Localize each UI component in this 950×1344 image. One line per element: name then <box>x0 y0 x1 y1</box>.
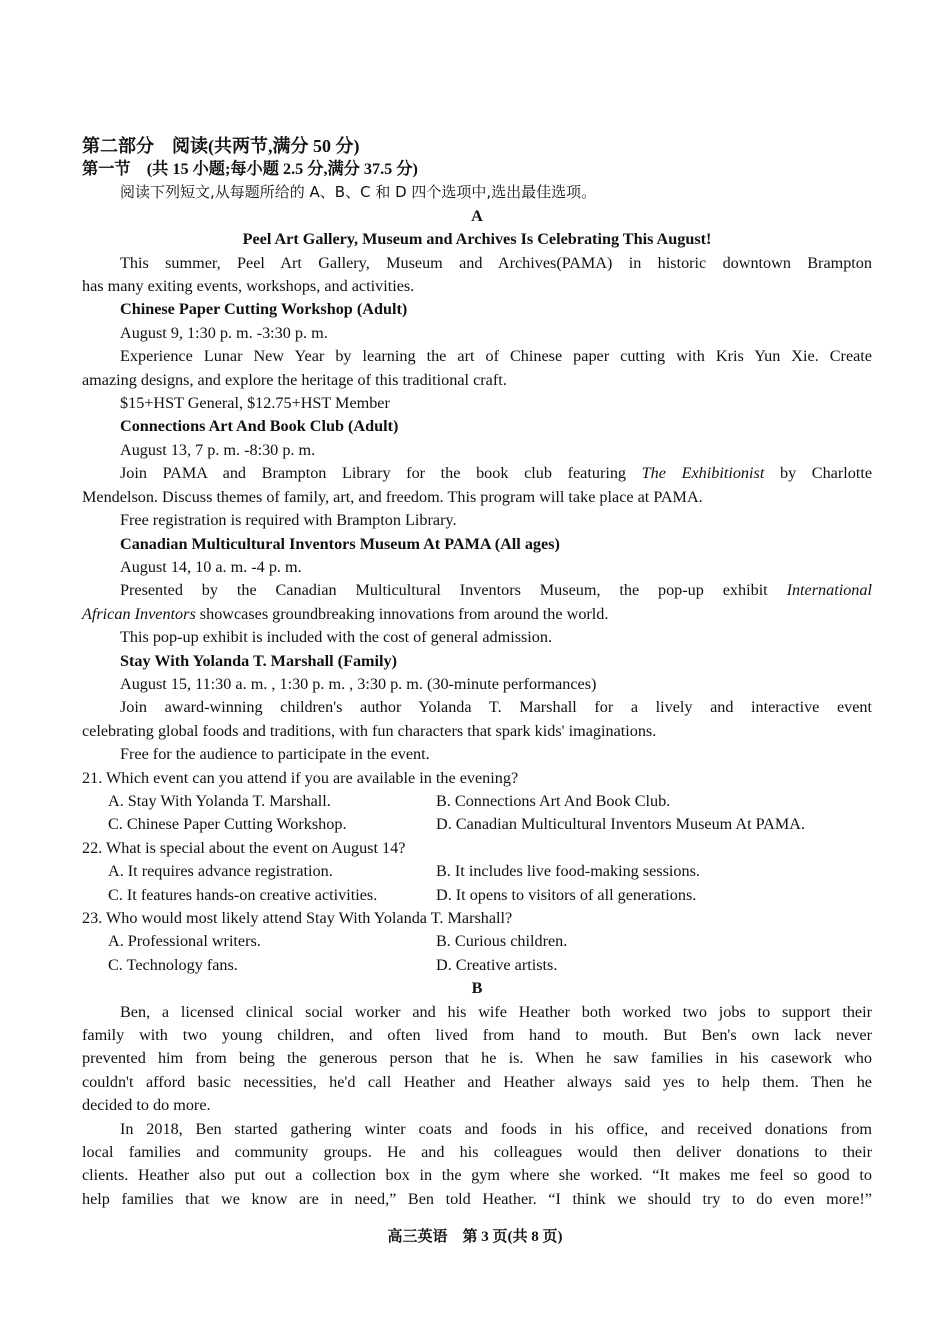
exhibit-title: International <box>786 581 872 600</box>
option-b: B. It includes live food-making sessions. <box>436 862 700 881</box>
question-stem: 23. Who would most likely attend Stay With Yolanda T. Marshall? <box>82 909 513 927</box>
passage-b-line: Ben, a licensed clinical social worker and his wife Heather both worked two jobs to support their <box>120 1002 872 1021</box>
passage-b-line: prevented him from being the generous person that he is. When he saw families in his casework who <box>82 1049 872 1068</box>
event-time: August 15, 11:30 a. m. , 1:30 p. m. , 3:30 p. m. (30-minute performances) <box>120 674 597 693</box>
passage-b-line: clients. Heather also put out a collection box in the gym where she worked. “It makes me feel so good to <box>82 1166 872 1185</box>
passage-b-line: help families that we know are in need,” Ben told Heather. “I think we should try to do even more!” <box>82 1189 872 1208</box>
passage-a-title: Peel Art Gallery, Museum and Archives Is Celebrating This August! <box>242 230 712 249</box>
passage-a-letter: A <box>471 206 483 225</box>
question-stem: 21. Which event can you attend if you are available in the evening? <box>82 768 519 787</box>
event-desc-line: amazing designs, and explore the heritage of this traditional craft. <box>82 370 507 389</box>
event-time: August 13, 7 p. m. -8:30 p. m. <box>120 440 316 459</box>
event-price: $15+HST General, $12.75+HST Member <box>120 394 390 413</box>
event-desc-line: celebrating global foods and traditions, with fun characters that spark kids' imaginations. <box>82 721 657 740</box>
event-desc-line: Join award-winning children's author Yolanda T. Marshall for a lively and interactive event <box>120 698 872 717</box>
passage-b-line: couldn't afford basic necessities, he'd call Heather and Heather always said yes to help them. Then he <box>82 1072 872 1091</box>
exam-page <box>82 134 872 1211</box>
option-a: A. It requires advance registration. <box>108 862 333 881</box>
event-desc-line: Join PAMA and Brampton Library for the book club featuring The Exhibitionist by Charlotte <box>120 464 873 483</box>
passage-b-line: decided to do more. <box>82 1096 211 1115</box>
event-note: Free registration is required with Brampton Library. <box>120 511 457 530</box>
passage-b-letter: B <box>471 979 483 998</box>
option-d: D. Canadian Multicultural Inventors Museum At PAMA. <box>436 815 805 834</box>
part-heading: 第二部分 阅读(共两节,满分 50 分) <box>82 136 360 156</box>
event-time: August 14, 10 a. m. -4 p. m. <box>120 557 302 576</box>
option-b: B. Curious children. <box>436 932 568 951</box>
page-footer: 高三英语 第 3 页(共 8 页) <box>387 1229 563 1245</box>
instruction: 阅读下列短文,从每题所给的 A、B、C 和 D 四个选项中,选出最佳选项。 <box>120 183 597 202</box>
event-desc-line: Mendelson. Discuss themes of family, art, and freedom. This program will take place at PAMA. <box>82 487 703 506</box>
event-desc-line: African Inventors showcases groundbreaking innovations from around the world. <box>82 604 609 623</box>
event-note: Free for the audience to participate in the event. <box>120 745 430 764</box>
passage-b-line: family with two young children, and often lived from hand to mouth. But Ben's own lack never <box>82 1026 872 1045</box>
event-name: Stay With Yolanda T. Marshall (Family) <box>120 651 398 670</box>
event-name: Canadian Multicultural Inventors Museum At PAMA (All ages) <box>120 534 560 553</box>
event-name: Connections Art And Book Club (Adult) <box>120 417 399 436</box>
option-row <box>82 930 872 953</box>
section-heading: 第一节 (共 15 小题;每小题 2.5 分,满分 37.5 分) <box>82 160 418 178</box>
option-c: C. Technology fans. <box>108 955 238 974</box>
book-title: The Exhibitionist <box>641 464 765 483</box>
option-a: A. Stay With Yolanda T. Marshall. <box>108 791 331 810</box>
passage-b-line: local families and community groups. He and his colleagues would then deliver donations to their <box>82 1143 872 1162</box>
option-row <box>82 884 872 907</box>
exhibit-title-cont: African Inventors <box>82 604 196 623</box>
passage-b-line: In 2018, Ben started gathering winter coats and foods in his office, and received donations from <box>120 1119 872 1138</box>
event-note: This pop-up exhibit is included with the cost of general admission. <box>120 628 553 647</box>
question-stem: 22. What is special about the event on August 14? <box>82 838 406 857</box>
option-c: C. Chinese Paper Cutting Workshop. <box>108 815 347 834</box>
event-name: Chinese Paper Cutting Workshop (Adult) <box>120 300 408 319</box>
option-row <box>82 954 872 977</box>
option-row <box>82 860 872 883</box>
event-time: August 9, 1:30 p. m. -3:30 p. m. <box>120 323 328 342</box>
option-b: B. Connections Art And Book Club. <box>436 791 671 810</box>
intro-line-2: has many exiting events, workshops, and activities. <box>82 277 415 296</box>
option-a: A. Professional writers. <box>108 932 261 951</box>
option-d: D. Creative artists. <box>436 955 558 974</box>
event-desc-line: Experience Lunar New Year by learning the art of Chinese paper cutting with Kris Yun Xie. Create <box>120 347 872 366</box>
option-d: D. It opens to visitors of all generations. <box>436 885 697 904</box>
event-desc-line: Presented by the Canadian Multicultural Inventors Museum, the pop-up exhibit International <box>120 581 872 600</box>
option-row <box>82 813 872 836</box>
option-c: C. It features hands-on creative activities. <box>108 885 378 904</box>
intro-line-1: This summer, Peel Art Gallery, Museum and Archives(PAMA) in historic downtown Brampton <box>120 253 872 272</box>
option-row <box>82 790 872 813</box>
